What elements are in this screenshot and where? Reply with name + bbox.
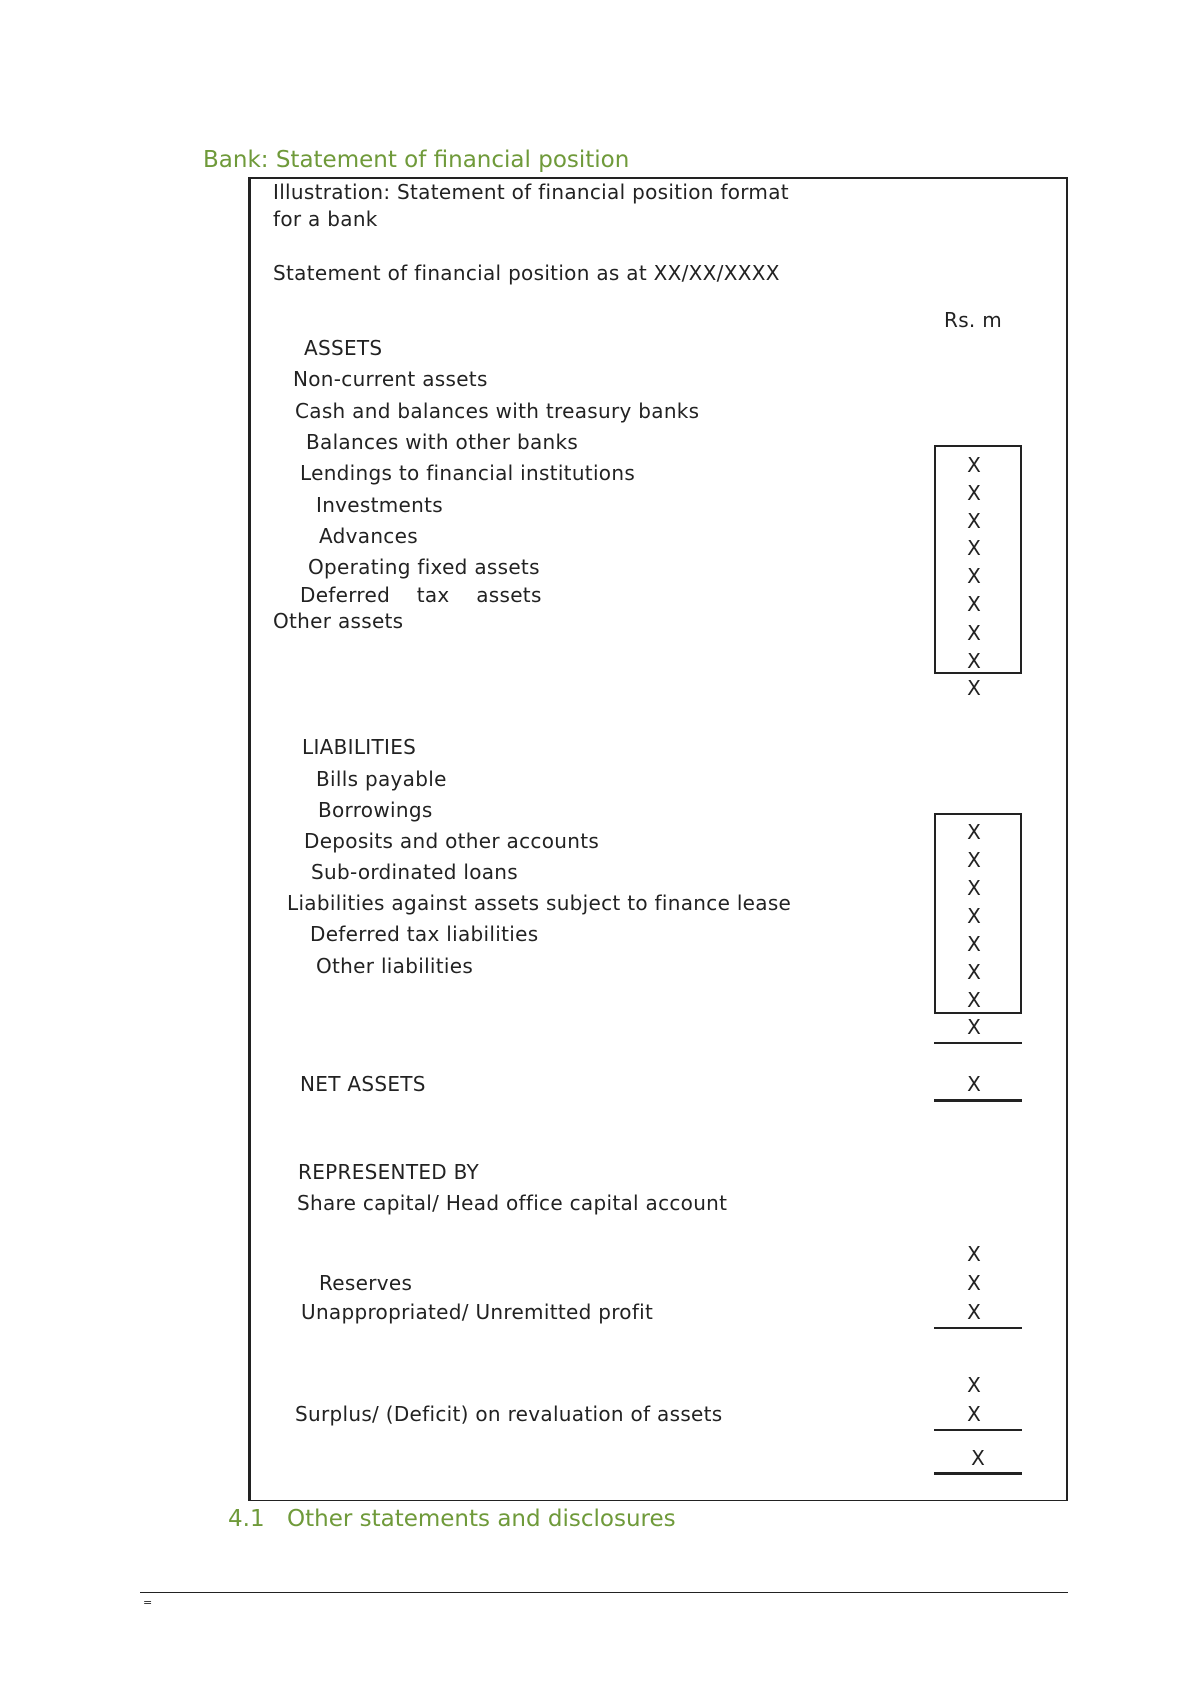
revaluation-amount: X (967, 1402, 981, 1426)
assets-line-item: Balances with other banks (306, 430, 579, 454)
assets-amount: X (967, 481, 981, 505)
assets-amount: X (967, 536, 981, 560)
equity-line-item: Unappropriated/ Unremitted profit (301, 1300, 654, 1324)
assets-line-item: Advances (319, 524, 418, 548)
assets-amount: X (967, 509, 981, 533)
page-heading: Bank: Statement of financial position (203, 147, 630, 173)
revaluation-rule (934, 1429, 1022, 1431)
liabilities-amount: X (967, 848, 981, 872)
liabilities-line-item: Borrowings (318, 798, 433, 822)
assets-line-item: Cash and balances with treasury banks (295, 399, 700, 423)
assets-line-item: Operating fixed assets (308, 555, 540, 579)
net-assets-label: NET ASSETS (300, 1072, 426, 1096)
equity-line-item: Share capital/ Head office capital account (297, 1191, 728, 1215)
assets-title: ASSETS (304, 336, 383, 360)
liabilities-amount: X (967, 820, 981, 844)
footer-mark: = (143, 1596, 153, 1609)
assets-amount: X (967, 453, 981, 477)
assets-amount: X (967, 564, 981, 588)
section-number: 4.1 (228, 1506, 265, 1532)
net-assets-rule (934, 1099, 1022, 1102)
assets-line-item: Non-current assets (293, 367, 488, 391)
liabilities-title: LIABILITIES (302, 735, 417, 759)
grand-total: X (971, 1446, 985, 1470)
liabilities-line-item: Sub-ordinated loans (311, 860, 518, 884)
equity-subtotal-rule (934, 1327, 1022, 1329)
unit-label: Rs. m (944, 308, 1003, 332)
grand-total-rule (934, 1472, 1022, 1475)
assets-line-item: Investments (316, 493, 444, 517)
equity-line-item: Surplus/ (Deficit) on revaluation of assets (295, 1402, 723, 1426)
illustration-caption-cont: for a bank (273, 207, 378, 231)
liabilities-total-rule (934, 1042, 1022, 1044)
represented-by-title: REPRESENTED BY (298, 1160, 480, 1184)
assets-total: X (967, 676, 981, 700)
equity-amount: X (967, 1271, 981, 1295)
assets-line-item: Deferred tax assets (300, 583, 542, 607)
assets-amount: X (967, 649, 981, 673)
liabilities-amount: X (967, 988, 981, 1012)
footer-rule (140, 1592, 1068, 1593)
section-title: Other statements and disclosures (287, 1506, 676, 1532)
assets-amount: X (967, 621, 981, 645)
liabilities-line-item: Deferred tax liabilities (310, 922, 539, 946)
liabilities-amount: X (967, 876, 981, 900)
liabilities-amount: X (967, 932, 981, 956)
liabilities-line-item: Liabilities against assets subject to finance lease (287, 891, 792, 915)
liabilities-amount: X (967, 960, 981, 984)
equity-amount: X (967, 1242, 981, 1266)
equity-subtotal: X (967, 1373, 981, 1397)
liabilities-total: X (967, 1015, 981, 1039)
liabilities-line-item: Other liabilities (316, 954, 474, 978)
liabilities-line-item: Deposits and other accounts (304, 829, 600, 853)
statement-date-line: Statement of financial position as at XX/XX/XXXX (273, 261, 780, 285)
assets-amount: X (967, 592, 981, 616)
liabilities-line-item: Bills payable (316, 767, 447, 791)
net-assets-amount: X (967, 1072, 981, 1096)
illustration-caption: Illustration: Statement of financial position format (273, 180, 789, 204)
liabilities-amount: X (967, 904, 981, 928)
equity-amount: X (967, 1300, 981, 1324)
equity-line-item: Reserves (319, 1271, 413, 1295)
assets-line-item: Other assets (273, 609, 404, 633)
assets-line-item: Lendings to financial institutions (300, 461, 636, 485)
